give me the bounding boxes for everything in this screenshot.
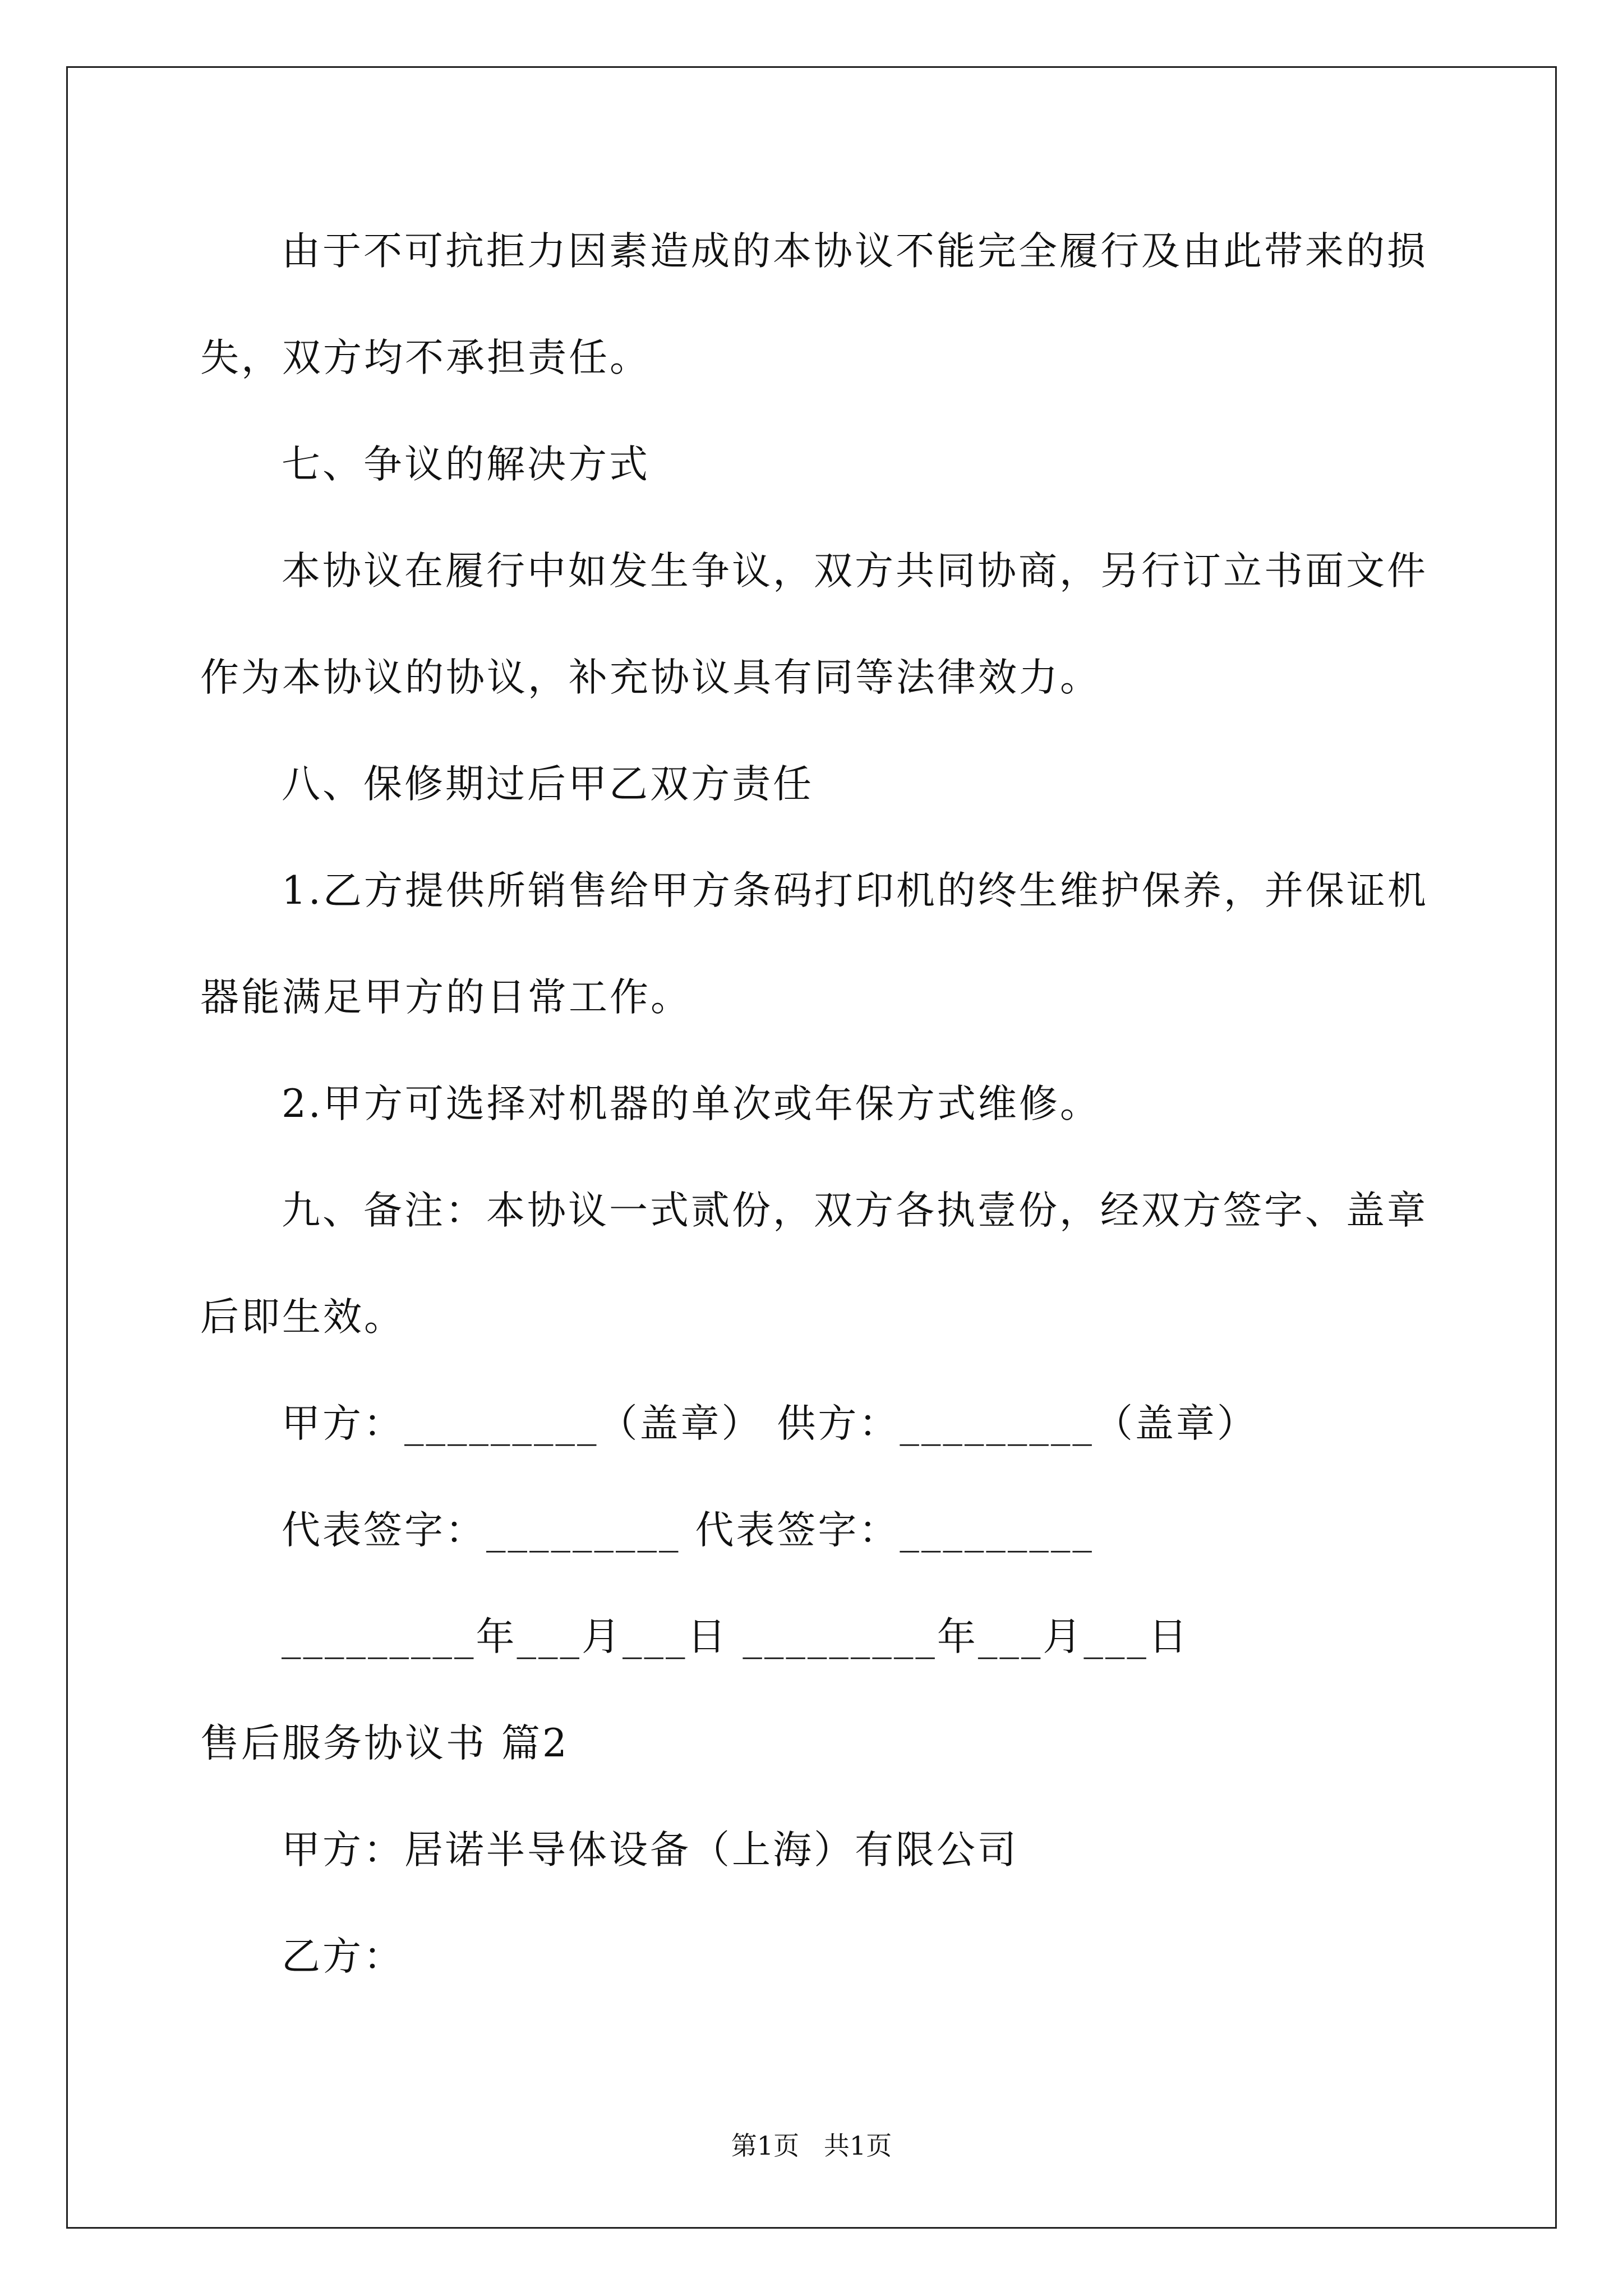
list-item-1-line-1: 1.乙方提供所销售给甲方条码打印机的终生维护保养，并保证机	[282, 868, 1428, 913]
paragraph-dispute-line-2: 作为本协议的协议，补充协议具有同等法律效力。	[200, 655, 1101, 700]
section-heading-post-warranty: 八、保修期过后甲乙双方责任	[282, 762, 814, 807]
signature-date-line: _________年___月___日 _________年___月___日	[282, 1614, 1189, 1659]
page-border	[66, 66, 1557, 2229]
paragraph-force-majeure-line-2: 失，双方均不承担责任。	[200, 335, 651, 380]
list-item-1-line-2: 器能满足甲方的日常工作。	[200, 975, 691, 1020]
signature-representative-line: 代表签字：_________ 代表签字：_________	[282, 1508, 1094, 1553]
section-heading-dispute-resolution: 七、争议的解决方式	[282, 442, 650, 487]
section-remarks-line-2: 后即生效。	[200, 1295, 405, 1340]
party-b-line: 乙方：	[282, 1934, 404, 1979]
page-number-footer: 第1页 共1页	[731, 2131, 892, 2161]
paragraph-dispute-line-1: 本协议在履行中如发生争议，双方共同协商，另行订立书面文件	[282, 549, 1428, 593]
signature-party-line: 甲方：_________（盖章） 供方：_________（盖章）	[282, 1401, 1258, 1446]
paragraph-force-majeure-line-1: 由于不可抗拒力因素造成的本协议不能完全履行及由此带来的损	[282, 229, 1428, 274]
list-item-2: 2.甲方可选择对机器的单次或年保方式维修。	[282, 1082, 1101, 1126]
party-a-line: 甲方：居诺半导体设备（上海）有限公司	[282, 1828, 1018, 1872]
section-remarks-line-1: 九、备注：本协议一式贰份，双方各执壹份，经双方签字、盖章	[282, 1188, 1428, 1233]
document-heading-part-2: 售后服务协议书 篇2	[200, 1721, 569, 1766]
